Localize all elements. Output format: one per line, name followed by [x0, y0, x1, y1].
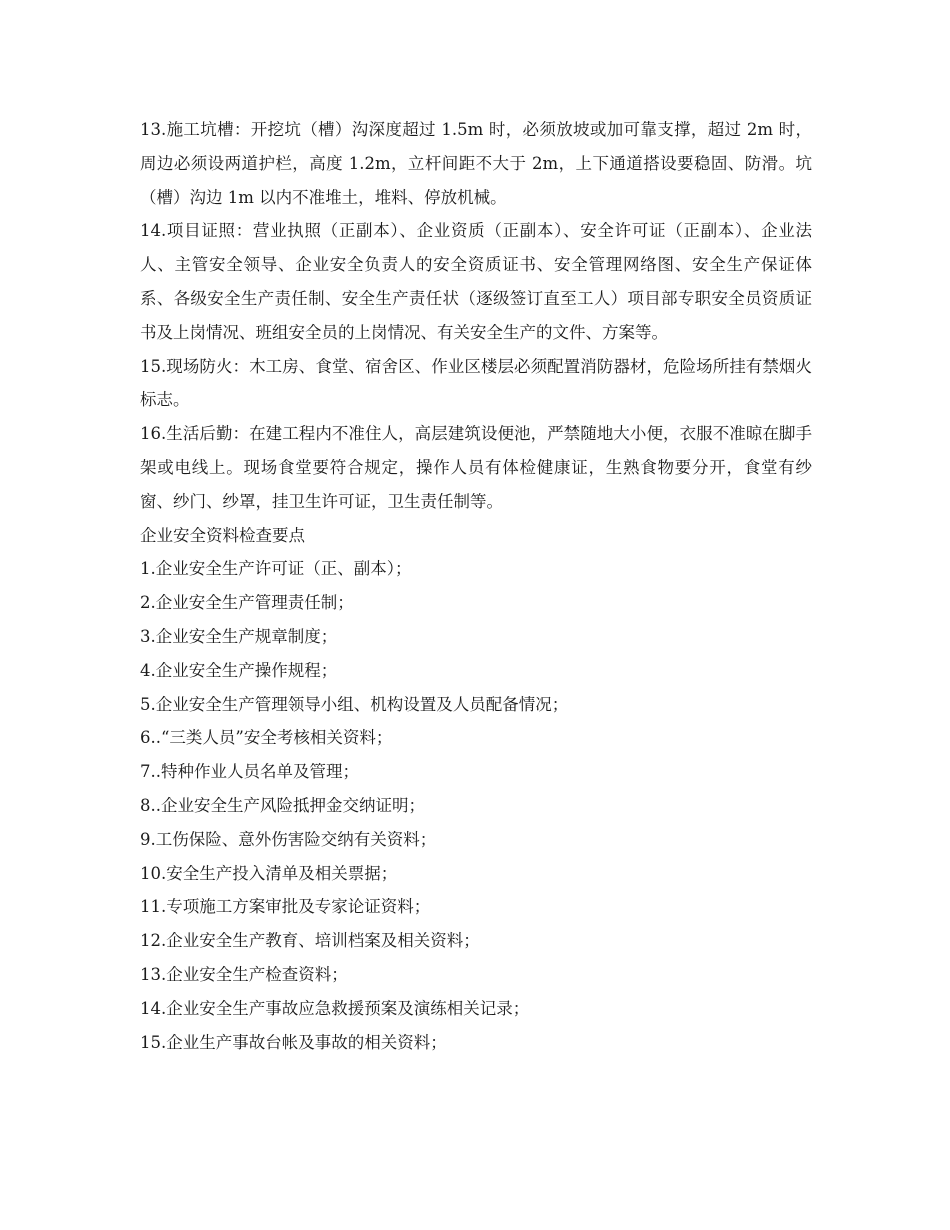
document-body [140, 113, 812, 1059]
section-heading: 企业安全资料检查要点 [140, 525, 305, 545]
list-item: 7..特种作业人员名单及管理； [140, 762, 359, 782]
list-item: 11.专项施工方案审批及专家论证资料； [140, 897, 431, 917]
list-item: 15.企业生产事故台帐及事故的相关资料； [140, 1032, 447, 1052]
list-item: 13.企业安全生产检查资料； [140, 964, 348, 984]
paragraph-project-certificates: 14.项目证照：营业执照（正副本）、企业资质（正副本）、安全许可证（正副本）、企业法人、主管安全领导、企业安全负责人的安全资质证书、安全管理网络图、安全生产保证体系、各级安全生产责任制、安全生产责任状（逐级签订直至工人）项目部专职安全员资质证书及上岗情况、班组安全员的上岗情况、有关安全生产的文件、方案等。 [140, 221, 812, 342]
list-item: 1.企业安全生产许可证（正、副本）； [140, 559, 412, 579]
paragraph-pit-trench: 13.施工坑槽：开挖坑（槽）沟深度超过 1.5m 时，必须放坡或加可靠支撑，超过 2m 时，周边必须设两道护栏，高度 1.2m，立杆间距不大于 2m，上下通道搭设要稳固、防滑。坑（槽）沟边 1m 以内不准堆土，堆料、停放机械。 [140, 120, 812, 207]
list-item: 5.企业安全生产管理领导小组、机构设置及人员配备情况； [140, 694, 569, 714]
paragraph-living-logistics: 16.生活后勤：在建工程内不准住人，高层建筑设便池，严禁随地大小便，衣服不准晾在脚手架或电线上。现场食堂要符合规定，操作人员有体检健康证，生熟食物要分开，食堂有纱窗、纱门、纱罩，挂卫生许可证，卫生责任制等。 [140, 424, 812, 511]
list-item: 6..“三类人员”安全考核相关资料； [140, 728, 393, 748]
paragraph-site-fire-prevention: 15.现场防火：木工房、食堂、宿舍区、作业区楼层必须配置消防器材，危险场所挂有禁烟火标志。 [140, 356, 812, 410]
list-item: 9.工伤保险、意外伤害险交纳有关资料； [140, 829, 437, 849]
list-item: 8..企业安全生产风险抵押金交纳证明； [140, 795, 425, 815]
list-item: 3.企业安全生产规章制度； [140, 626, 338, 646]
list-item: 12.企业安全生产教育、培训档案及相关资料； [140, 931, 480, 951]
list-item: 10.安全生产投入清单及相关票据； [140, 863, 398, 883]
list-item: 14.企业安全生产事故应急救援预案及演练相关记录； [140, 998, 530, 1018]
list-item: 4.企业安全生产操作规程； [140, 660, 338, 680]
list-item: 2.企业安全生产管理责任制； [140, 593, 354, 613]
